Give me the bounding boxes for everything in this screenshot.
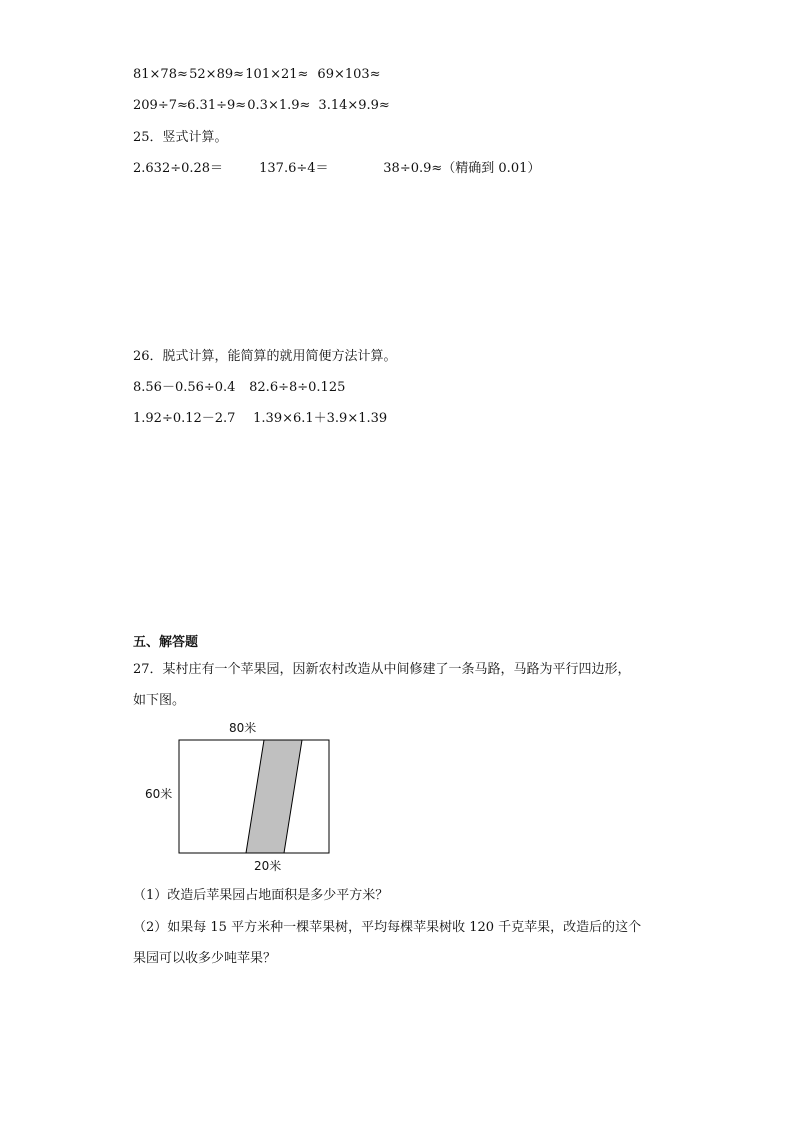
- q27-sub-2-line-2: 果园可以收多少吨苹果？: [133, 951, 277, 966]
- estimate-item: 3.14×9.9≈: [318, 98, 390, 113]
- q25-item: 38÷0.9≈（精确到 0.01）: [383, 161, 541, 176]
- estimate-item: 52×89≈: [189, 67, 245, 82]
- estimate-item: 81×78≈: [133, 67, 188, 82]
- q26-item: 1.92÷0.12－2.7: [133, 411, 236, 426]
- q26-item: 82.6÷8÷0.125: [249, 380, 346, 395]
- q27-text-line-1: 27．某村庄有一个苹果园，因新农村改造从中间修建了一条马路，马路为平行四边形，: [133, 662, 631, 677]
- q26-title: 26．脱式计算，能简算的就用简便方法计算。: [133, 349, 397, 364]
- estimate-item: 69×103≈: [317, 67, 381, 82]
- estimate-row-2: [133, 97, 390, 115]
- q27-sub-2-line-1: （2）如果每 15 平方米种一棵苹果树，平均每棵苹果树收 120 千克苹果，改造后的这个: [133, 920, 642, 935]
- q27-sub-1: （1）改造后苹果园占地面积是多少平方米？: [133, 888, 389, 903]
- section-title: 五、解答题: [133, 635, 199, 650]
- q26-item: 8.56－0.56÷0.4: [133, 380, 236, 395]
- q25-items: [133, 160, 540, 178]
- estimate-item: 209÷7≈: [133, 98, 188, 113]
- q25-item: 137.6÷4＝: [259, 161, 329, 176]
- orchard-figure: [140, 716, 350, 878]
- label-bottom: 20米: [254, 859, 282, 873]
- q25-title: 25．竖式计算。: [133, 130, 228, 145]
- q25-item: 2.632÷0.28＝: [133, 161, 224, 176]
- estimate-item: 0.3×1.9≈: [247, 98, 311, 113]
- estimate-item: 101×21≈: [245, 67, 309, 82]
- estimate-row-1: [133, 66, 381, 84]
- q26-item: 1.39×6.1＋3.9×1.39: [253, 411, 388, 426]
- q26-row-2: [133, 410, 387, 428]
- label-left: 60米: [145, 787, 173, 801]
- q27-text-line-2: 如下图。: [133, 693, 186, 708]
- label-top: 80米: [229, 721, 257, 735]
- estimate-item: 6.31÷9≈: [187, 98, 247, 113]
- q26-row-1: [133, 379, 345, 397]
